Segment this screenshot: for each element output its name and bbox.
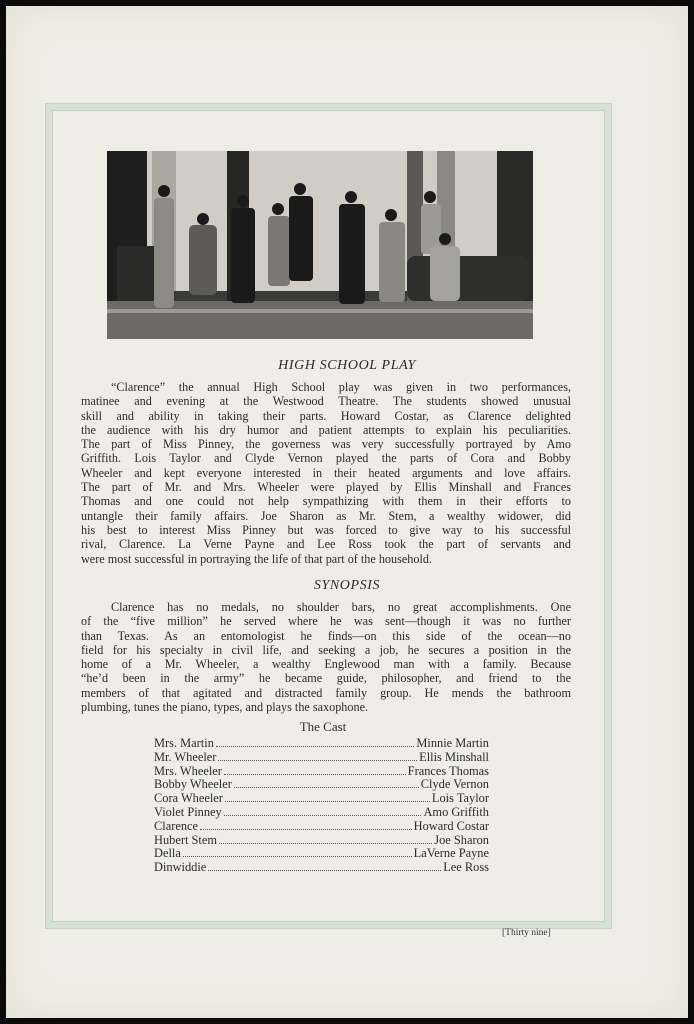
play-line: Thomas and one could not help sympathizing with them in their efforts to [81,494,571,509]
actor-name: Amo Griffith [423,804,489,819]
actor-name: Minnie Martin [416,736,489,750]
role-name: Bobby Wheeler [154,777,232,792]
synopsis-line: than Texas. As an entomologist he finds—on this side of the ocean—no [81,628,571,643]
page-number: [Thirty nine] [502,928,551,938]
actor-name: Frances Thomas [407,763,489,778]
yearbook-page [6,6,688,1018]
synopsis-line: members of that agitated and distracted family group. He mends the bathroom [81,685,571,700]
role-name: Violet Pinney [154,804,222,819]
dot-leader [224,815,422,816]
actor-name: Joe Sharon [434,832,489,847]
dot-leader [216,746,414,747]
cast-row [154,820,489,834]
dot-leader [200,829,412,830]
cast-row [154,778,489,792]
play-line: untangle their family affairs. Joe Sharon as Mr. Stem, a wealthy widower, did [81,508,571,523]
cast-row [154,792,489,806]
role-name: Mrs. Martin [154,736,214,750]
cast-photograph [107,151,533,339]
cast-list [154,737,489,875]
dot-leader [218,760,417,761]
play-heading: HIGH SCHOOL PLAY [278,358,416,373]
synopsis-line: home of a Mr. Wheeler, a wealthy Englewood man with a family. Because [81,657,571,672]
play-line: were most successful in portraying the life of that part of the household. [81,551,432,566]
cast-row [154,737,489,751]
cast-row [154,861,489,875]
synopsis-line: of the “five million” he served where he was sent—though it was no further [81,614,571,629]
synopsis-line: plumbing, tunes the piano, types, and plays the saxophone. [81,700,369,715]
actor-name: Howard Costar [413,818,489,833]
synopsis-heading: SYNOPSIS [313,578,381,593]
role-name: Hubert Stem [154,832,217,847]
cast-row [154,834,489,848]
actor-name: Lois Taylor [431,791,489,806]
cast-row [154,751,489,765]
play-line: the audience with his dry humor and patient attempts to explain his peculiarities. [81,422,571,437]
play-line: matinee and evening at the Westwood Theatre. The students showed unusual [81,394,571,409]
play-description [81,380,571,566]
actor-name: Ellis Minshall [419,749,489,764]
role-name: Cora Wheeler [154,791,223,806]
role-name: Della [154,846,181,861]
play-line: Griffith. Lois Taylor and Clyde Vernon played the parts of Cora and Bobby [81,451,571,466]
play-line: The part of Miss Pinney, the governess was very successfully portrayed by Amo [81,437,571,452]
synopsis-line: field for his specialty in civil life, and seeking a job, he secures a position in the [81,642,571,657]
role-name: Mr. Wheeler [154,749,217,764]
synopsis-line: “he’d been in the army” he became guide, philosopher, and friend to the [81,671,571,686]
play-line: rival, Clarence. La Verne Payne and Lee Ross took the part of servants and [81,537,571,552]
cast-row [154,765,489,779]
role-name: Dinwiddie [154,860,207,875]
synopsis-line: Clarence has no medals, no shoulder bars, no great accomplishments. One [111,600,571,614]
play-line: Wheeler and kept everyone interested in their heated arguments and love affairs. [81,465,571,480]
actor-name: Clyde Vernon [420,777,489,792]
dot-leader [208,870,441,871]
role-name: Mrs. Wheeler [154,763,222,778]
synopsis-text [81,600,571,714]
play-line: skill and ability in taking their parts. Howard Costar, as Clarence delighted [81,408,571,423]
cast-row [154,847,489,861]
cast-heading: The Cast [299,719,347,734]
dot-leader [224,774,406,775]
dot-leader [219,843,432,844]
dot-leader [183,856,412,857]
play-line: “Clarence” the annual High School play was given in two performances, [111,380,571,394]
cast-row [154,806,489,820]
role-name: Clarence [154,818,199,833]
play-line: his best to interest Miss Pinney but was forced to give way to his successful [81,522,571,537]
dot-leader [225,801,430,802]
play-line: The part of Mr. and Mrs. Wheeler were played by Ellis Minshall and Frances [81,480,571,495]
actor-name: LaVerne Payne [413,846,489,861]
actor-name: Lee Ross [443,860,489,875]
dot-leader [234,787,419,788]
